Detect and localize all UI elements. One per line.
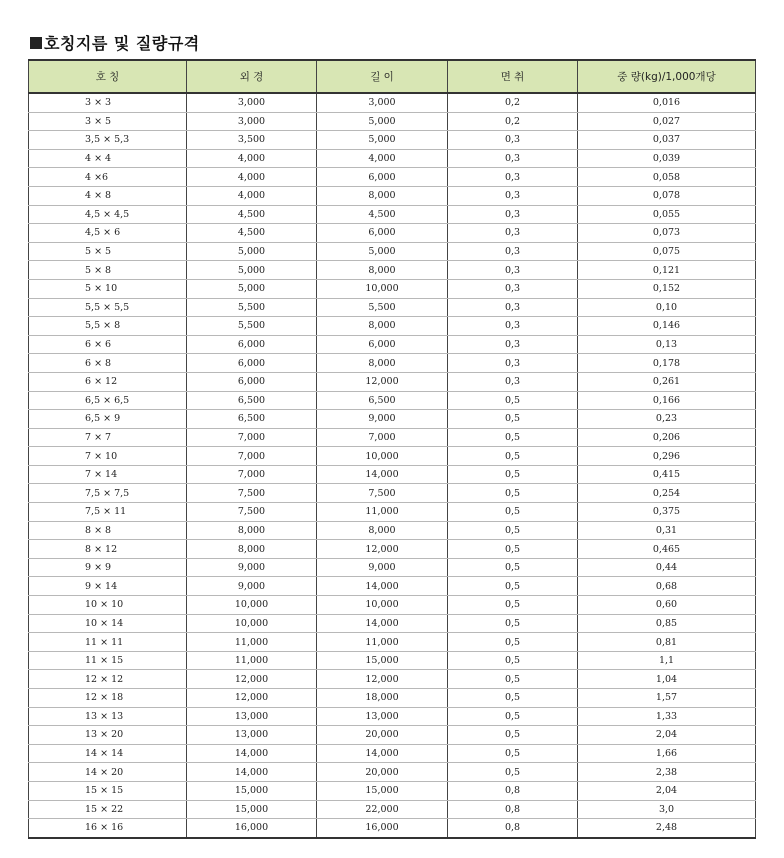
cell-weight: 0,31 <box>578 521 756 540</box>
table-row <box>29 707 756 726</box>
cell-chamfer: 0,8 <box>448 800 578 819</box>
cell-outer-diameter: 13,000 <box>187 707 317 726</box>
cell-length: 10,000 <box>317 596 448 615</box>
cell-length: 6,000 <box>317 224 448 243</box>
table-row <box>29 428 756 447</box>
cell-nominal: 16 × 16 <box>29 819 187 838</box>
cell-length: 4,500 <box>317 205 448 224</box>
cell-chamfer: 0,3 <box>448 279 578 298</box>
cell-outer-diameter: 10,000 <box>187 596 317 615</box>
cell-weight: 0,055 <box>578 205 756 224</box>
cell-weight: 0,375 <box>578 503 756 522</box>
cell-outer-diameter: 5,500 <box>187 317 317 336</box>
cell-nominal: 6,5 × 6,5 <box>29 391 187 410</box>
table-row <box>29 819 756 838</box>
cell-chamfer: 0,5 <box>448 391 578 410</box>
cell-weight: 0,146 <box>578 317 756 336</box>
cell-weight: 0,037 <box>578 131 756 150</box>
cell-length: 3,000 <box>317 93 448 112</box>
cell-nominal: 10 × 14 <box>29 614 187 633</box>
table-row <box>29 261 756 280</box>
cell-outer-diameter: 11,000 <box>187 633 317 652</box>
page-title <box>30 31 200 54</box>
cell-length: 16,000 <box>317 819 448 838</box>
table-row <box>29 633 756 652</box>
table-row <box>29 205 756 224</box>
cell-outer-diameter: 5,500 <box>187 298 317 317</box>
table-row <box>29 168 756 187</box>
table-row <box>29 689 756 708</box>
cell-length: 8,000 <box>317 521 448 540</box>
cell-length: 12,000 <box>317 540 448 559</box>
cell-weight: 0,016 <box>578 93 756 112</box>
cell-nominal: 6 × 8 <box>29 354 187 373</box>
cell-weight: 1,1 <box>578 651 756 670</box>
cell-outer-diameter: 4,000 <box>187 149 317 168</box>
cell-nominal: 7 × 14 <box>29 465 187 484</box>
table-row <box>29 781 756 800</box>
cell-weight: 3,0 <box>578 800 756 819</box>
page-title-text: 호칭지름 및 질량규격 <box>44 34 200 53</box>
cell-nominal: 8 × 8 <box>29 521 187 540</box>
table-row <box>29 577 756 596</box>
cell-nominal: 13 × 13 <box>29 707 187 726</box>
spec-table-header <box>29 60 756 93</box>
cell-chamfer: 0,5 <box>448 651 578 670</box>
cell-nominal: 5 × 5 <box>29 242 187 261</box>
cell-chamfer: 0,5 <box>448 503 578 522</box>
table-row <box>29 651 756 670</box>
cell-weight: 0,296 <box>578 447 756 466</box>
cell-weight: 2,04 <box>578 726 756 745</box>
cell-outer-diameter: 3,500 <box>187 131 317 150</box>
cell-nominal: 10 × 10 <box>29 596 187 615</box>
cell-nominal: 13 × 20 <box>29 726 187 745</box>
cell-chamfer: 0,3 <box>448 354 578 373</box>
cell-outer-diameter: 5,000 <box>187 279 317 298</box>
cell-nominal: 15 × 15 <box>29 781 187 800</box>
cell-nominal: 8 × 12 <box>29 540 187 559</box>
cell-outer-diameter: 12,000 <box>187 689 317 708</box>
cell-outer-diameter: 4,500 <box>187 205 317 224</box>
cell-length: 4,000 <box>317 149 448 168</box>
cell-nominal: 5 × 8 <box>29 261 187 280</box>
cell-chamfer: 0,5 <box>448 726 578 745</box>
cell-outer-diameter: 8,000 <box>187 521 317 540</box>
cell-length: 12,000 <box>317 372 448 391</box>
cell-outer-diameter: 6,000 <box>187 335 317 354</box>
cell-nominal: 7,5 × 7,5 <box>29 484 187 503</box>
cell-outer-diameter: 15,000 <box>187 800 317 819</box>
cell-length: 8,000 <box>317 261 448 280</box>
cell-length: 5,000 <box>317 131 448 150</box>
cell-chamfer: 0,3 <box>448 205 578 224</box>
cell-nominal: 7,5 × 11 <box>29 503 187 522</box>
cell-nominal: 4,5 × 6 <box>29 224 187 243</box>
cell-nominal: 9 × 9 <box>29 558 187 577</box>
cell-outer-diameter: 9,000 <box>187 577 317 596</box>
table-row <box>29 484 756 503</box>
cell-length: 9,000 <box>317 410 448 429</box>
cell-weight: 0,254 <box>578 484 756 503</box>
cell-length: 14,000 <box>317 744 448 763</box>
cell-nominal: 6,5 × 9 <box>29 410 187 429</box>
cell-length: 11,000 <box>317 633 448 652</box>
cell-outer-diameter: 12,000 <box>187 670 317 689</box>
cell-chamfer: 0,5 <box>448 465 578 484</box>
cell-weight: 0,152 <box>578 279 756 298</box>
table-row <box>29 800 756 819</box>
cell-length: 12,000 <box>317 670 448 689</box>
table-row <box>29 596 756 615</box>
cell-chamfer: 0,3 <box>448 224 578 243</box>
cell-outer-diameter: 15,000 <box>187 781 317 800</box>
cell-outer-diameter: 4,000 <box>187 186 317 205</box>
header-chamfer: 면 취 <box>448 60 578 93</box>
cell-chamfer: 0,5 <box>448 484 578 503</box>
title-square-icon <box>30 37 42 49</box>
cell-chamfer: 0,3 <box>448 168 578 187</box>
table-row <box>29 503 756 522</box>
cell-nominal: 5,5 × 8 <box>29 317 187 336</box>
table-row <box>29 224 756 243</box>
cell-length: 14,000 <box>317 614 448 633</box>
cell-length: 11,000 <box>317 503 448 522</box>
cell-weight: 0,261 <box>578 372 756 391</box>
cell-nominal: 14 × 20 <box>29 763 187 782</box>
cell-weight: 0,121 <box>578 261 756 280</box>
cell-chamfer: 0,3 <box>448 372 578 391</box>
cell-outer-diameter: 7,000 <box>187 465 317 484</box>
cell-nominal: 3,5 × 5,3 <box>29 131 187 150</box>
cell-weight: 0,81 <box>578 633 756 652</box>
table-row <box>29 298 756 317</box>
cell-length: 8,000 <box>317 354 448 373</box>
table-row <box>29 447 756 466</box>
cell-length: 6,000 <box>317 335 448 354</box>
cell-chamfer: 0,5 <box>448 540 578 559</box>
cell-outer-diameter: 11,000 <box>187 651 317 670</box>
table-row <box>29 317 756 336</box>
cell-length: 7,000 <box>317 428 448 447</box>
table-row <box>29 186 756 205</box>
cell-length: 5,000 <box>317 242 448 261</box>
table-row <box>29 149 756 168</box>
cell-chamfer: 0,5 <box>448 707 578 726</box>
cell-length: 10,000 <box>317 447 448 466</box>
cell-length: 13,000 <box>317 707 448 726</box>
cell-weight: 0,039 <box>578 149 756 168</box>
cell-length: 22,000 <box>317 800 448 819</box>
cell-outer-diameter: 7,500 <box>187 503 317 522</box>
cell-chamfer: 0,3 <box>448 317 578 336</box>
table-row <box>29 354 756 373</box>
header-row <box>29 60 756 93</box>
header-outer-diameter: 외 경 <box>187 60 317 93</box>
cell-outer-diameter: 13,000 <box>187 726 317 745</box>
cell-chamfer: 0,5 <box>448 633 578 652</box>
table-row <box>29 335 756 354</box>
cell-chamfer: 0,3 <box>448 149 578 168</box>
cell-chamfer: 0,5 <box>448 521 578 540</box>
cell-chamfer: 0,5 <box>448 428 578 447</box>
cell-outer-diameter: 5,000 <box>187 242 317 261</box>
cell-outer-diameter: 9,000 <box>187 558 317 577</box>
cell-outer-diameter: 6,500 <box>187 410 317 429</box>
table-row <box>29 540 756 559</box>
cell-chamfer: 0,2 <box>448 93 578 112</box>
cell-nominal: 4 × 4 <box>29 149 187 168</box>
cell-chamfer: 0,3 <box>448 131 578 150</box>
header-length: 길 이 <box>317 60 448 93</box>
cell-length: 7,500 <box>317 484 448 503</box>
table-row <box>29 372 756 391</box>
cell-outer-diameter: 14,000 <box>187 744 317 763</box>
cell-nominal: 5,5 × 5,5 <box>29 298 187 317</box>
cell-outer-diameter: 10,000 <box>187 614 317 633</box>
table-row <box>29 763 756 782</box>
cell-chamfer: 0,3 <box>448 186 578 205</box>
cell-length: 18,000 <box>317 689 448 708</box>
cell-weight: 0,13 <box>578 335 756 354</box>
cell-outer-diameter: 6,000 <box>187 372 317 391</box>
cell-weight: 0,44 <box>578 558 756 577</box>
cell-nominal: 12 × 12 <box>29 670 187 689</box>
cell-chamfer: 0,3 <box>448 261 578 280</box>
cell-outer-diameter: 7,000 <box>187 447 317 466</box>
table-row <box>29 726 756 745</box>
cell-weight: 1,57 <box>578 689 756 708</box>
cell-weight: 1,33 <box>578 707 756 726</box>
cell-nominal: 3 × 5 <box>29 112 187 131</box>
cell-nominal: 12 × 18 <box>29 689 187 708</box>
cell-length: 6,000 <box>317 168 448 187</box>
table-row <box>29 242 756 261</box>
cell-weight: 0,60 <box>578 596 756 615</box>
cell-outer-diameter: 4,500 <box>187 224 317 243</box>
cell-chamfer: 0,2 <box>448 112 578 131</box>
cell-outer-diameter: 16,000 <box>187 819 317 838</box>
cell-length: 20,000 <box>317 763 448 782</box>
header-weight: 중 량(kg)/1,000개당 <box>578 60 756 93</box>
cell-weight: 0,178 <box>578 354 756 373</box>
cell-nominal: 11 × 15 <box>29 651 187 670</box>
cell-chamfer: 0,5 <box>448 577 578 596</box>
cell-nominal: 9 × 14 <box>29 577 187 596</box>
cell-chamfer: 0,5 <box>448 410 578 429</box>
cell-length: 8,000 <box>317 186 448 205</box>
table-row <box>29 279 756 298</box>
spec-table <box>28 59 756 839</box>
cell-length: 14,000 <box>317 465 448 484</box>
table-row <box>29 614 756 633</box>
cell-outer-diameter: 8,000 <box>187 540 317 559</box>
table-row <box>29 670 756 689</box>
cell-outer-diameter: 6,000 <box>187 354 317 373</box>
cell-chamfer: 0,3 <box>448 298 578 317</box>
cell-length: 14,000 <box>317 577 448 596</box>
table-row <box>29 112 756 131</box>
cell-weight: 2,04 <box>578 781 756 800</box>
cell-outer-diameter: 7,500 <box>187 484 317 503</box>
cell-weight: 0,073 <box>578 224 756 243</box>
cell-length: 15,000 <box>317 651 448 670</box>
cell-nominal: 11 × 11 <box>29 633 187 652</box>
cell-outer-diameter: 3,000 <box>187 93 317 112</box>
cell-chamfer: 0,8 <box>448 781 578 800</box>
cell-weight: 0,027 <box>578 112 756 131</box>
spec-table-body <box>29 93 756 838</box>
cell-weight: 2,48 <box>578 819 756 838</box>
cell-chamfer: 0,5 <box>448 447 578 466</box>
cell-length: 5,500 <box>317 298 448 317</box>
cell-nominal: 7 × 10 <box>29 447 187 466</box>
cell-weight: 0,058 <box>578 168 756 187</box>
cell-length: 8,000 <box>317 317 448 336</box>
cell-length: 10,000 <box>317 279 448 298</box>
cell-nominal: 7 × 7 <box>29 428 187 447</box>
cell-length: 15,000 <box>317 781 448 800</box>
cell-weight: 0,206 <box>578 428 756 447</box>
table-row <box>29 465 756 484</box>
cell-weight: 0,415 <box>578 465 756 484</box>
cell-weight: 2,38 <box>578 763 756 782</box>
cell-length: 6,500 <box>317 391 448 410</box>
cell-weight: 0,465 <box>578 540 756 559</box>
cell-chamfer: 0,5 <box>448 763 578 782</box>
cell-weight: 0,078 <box>578 186 756 205</box>
cell-chamfer: 0,5 <box>448 670 578 689</box>
table-row <box>29 131 756 150</box>
cell-nominal: 14 × 14 <box>29 744 187 763</box>
cell-chamfer: 0,8 <box>448 819 578 838</box>
cell-chamfer: 0,5 <box>448 744 578 763</box>
cell-length: 5,000 <box>317 112 448 131</box>
cell-weight: 0,075 <box>578 242 756 261</box>
cell-outer-diameter: 14,000 <box>187 763 317 782</box>
cell-chamfer: 0,5 <box>448 596 578 615</box>
cell-weight: 0,166 <box>578 391 756 410</box>
cell-weight: 0,23 <box>578 410 756 429</box>
cell-nominal: 15 × 22 <box>29 800 187 819</box>
table-row <box>29 410 756 429</box>
table-row <box>29 391 756 410</box>
cell-outer-diameter: 7,000 <box>187 428 317 447</box>
cell-nominal: 6 × 12 <box>29 372 187 391</box>
cell-nominal: 4 × 8 <box>29 186 187 205</box>
cell-chamfer: 0,5 <box>448 614 578 633</box>
header-nominal: 호 칭 <box>29 60 187 93</box>
cell-nominal: 6 × 6 <box>29 335 187 354</box>
table-row <box>29 521 756 540</box>
cell-weight: 0,10 <box>578 298 756 317</box>
cell-chamfer: 0,5 <box>448 689 578 708</box>
cell-chamfer: 0,3 <box>448 335 578 354</box>
cell-weight: 0,85 <box>578 614 756 633</box>
cell-weight: 1,66 <box>578 744 756 763</box>
table-row <box>29 744 756 763</box>
cell-chamfer: 0,5 <box>448 558 578 577</box>
cell-weight: 1,04 <box>578 670 756 689</box>
cell-outer-diameter: 4,000 <box>187 168 317 187</box>
cell-nominal: 5 × 10 <box>29 279 187 298</box>
cell-nominal: 3 × 3 <box>29 93 187 112</box>
cell-nominal: 4,5 × 4,5 <box>29 205 187 224</box>
cell-outer-diameter: 3,000 <box>187 112 317 131</box>
cell-outer-diameter: 6,500 <box>187 391 317 410</box>
cell-weight: 0,68 <box>578 577 756 596</box>
cell-length: 20,000 <box>317 726 448 745</box>
cell-nominal: 4 ×6 <box>29 168 187 187</box>
cell-length: 9,000 <box>317 558 448 577</box>
table-row <box>29 93 756 112</box>
table-row <box>29 558 756 577</box>
cell-outer-diameter: 5,000 <box>187 261 317 280</box>
cell-chamfer: 0,3 <box>448 242 578 261</box>
